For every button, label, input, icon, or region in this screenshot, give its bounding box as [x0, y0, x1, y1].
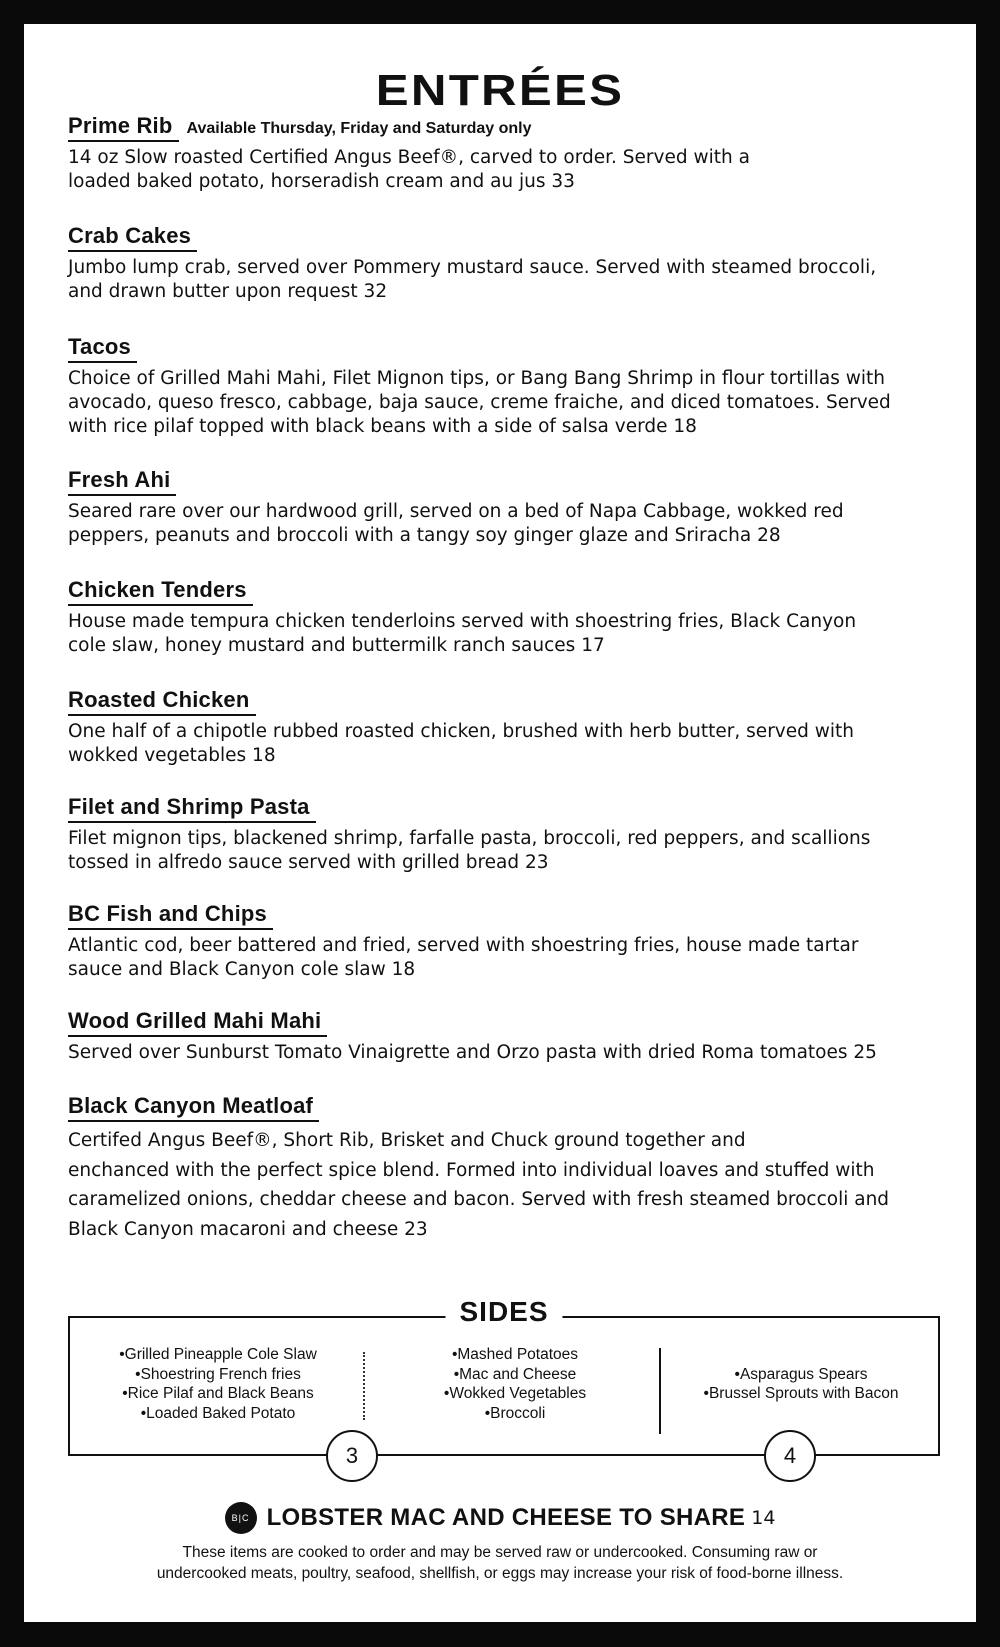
desc-line: Jumbo lump crab, served over Pommery mustard sauce. Served with steamed broccoli, [68, 257, 877, 279]
item-description [68, 934, 948, 982]
column-divider-dotted [363, 1352, 365, 1420]
sides-box [68, 1296, 940, 1468]
lobster-mac-price: 14 [751, 1507, 776, 1529]
item-name: Tacos [68, 335, 137, 363]
side-item: •Shoestring French fries [135, 1365, 301, 1383]
item-name: BC Fish and Chips [68, 902, 273, 930]
item-description [68, 1126, 948, 1244]
item-note: Available Thursday, Friday and Saturday only [186, 120, 532, 137]
desc-line: 14 oz Slow roasted Certified Angus Beef®, carved to order. Served with a [68, 147, 750, 169]
menu-item-filet-shrimp-pasta [68, 795, 948, 875]
sides-column-1 [70, 1348, 366, 1420]
side-item: •Asparagus Spears [734, 1365, 868, 1383]
item-name: Chicken Tenders [68, 578, 253, 606]
desc-line: Choice of Grilled Mahi Mahi, Filet Mignon tips, or Bang Bang Shrimp in flour tortillas with [68, 368, 886, 390]
desc-line: enchanced with the perfect spice blend. Formed into individual loaves and stuffed with [68, 1159, 875, 1181]
desc-line: Atlantic cod, beer battered and fried, served with shoestring fries, house made tartar [68, 935, 859, 957]
item-description [68, 720, 948, 768]
desc-line: Seared rare over our hardwood grill, served on a bed of Napa Cabbage, wokked red [68, 501, 844, 523]
desc-line: tossed in alfredo sauce served with grilled bread 23 [68, 852, 549, 874]
item-name: Wood Grilled Mahi Mahi [68, 1009, 327, 1037]
sides-price-left: 3 [326, 1430, 378, 1482]
desc-line: Filet mignon tips, blackened shrimp, farfalle pasta, broccoli, red peppers, and scallions [68, 828, 871, 850]
menu-item-meatloaf [68, 1094, 948, 1244]
side-item: •Brussel Sprouts with Bacon [703, 1385, 899, 1402]
desc-line: caramelized onions, cheddar cheese and bacon. Served with fresh steamed broccoli and [68, 1189, 890, 1211]
menu-item-tacos [68, 335, 948, 439]
desc-line: cole slaw, honey mustard and buttermilk ranch sauces 17 [68, 635, 605, 657]
desc-line: House made tempura chicken tenderloins served with shoestring fries, Black Canyon [68, 611, 857, 633]
item-description [68, 367, 948, 439]
desc-line: Black Canyon macaroni and cheese 23 [68, 1218, 428, 1240]
page-title: ENTRÉES [375, 66, 625, 115]
desc-line: and drawn butter upon request 32 [68, 281, 388, 303]
item-name: Roasted Chicken [68, 688, 256, 716]
item-name: Black Canyon Meatloaf [68, 1094, 319, 1122]
sides-price-right: 4 [764, 1430, 816, 1482]
menu-item-prime-rib [68, 114, 948, 194]
side-item: •Grilled Pineapple Cole Slaw [119, 1346, 317, 1363]
sides-column-2 [370, 1348, 660, 1420]
item-description [68, 146, 948, 194]
menu-item-fish-and-chips [68, 902, 948, 982]
desc-line: Certifed Angus Beef®, Short Rib, Brisket and Chuck ground together and [68, 1130, 746, 1152]
item-description [68, 1041, 948, 1065]
desc-line: avocado, queso fresco, cabbage, baja sauce, creme fraiche, and diced tomatoes. Served [68, 392, 891, 414]
desc-line: with rice pilaf topped with black beans with a side of salsa verde 18 [68, 416, 697, 438]
bc-logo-icon: B|C [225, 1502, 257, 1534]
desc-line: peppers, peanuts and broccoli with a tangy soy ginger glaze and Sriracha 28 [68, 525, 781, 547]
menu-item-mahi-mahi [68, 1009, 948, 1065]
menu-page [24, 24, 976, 1622]
sides-title: SIDES [445, 1296, 562, 1328]
item-name: Crab Cakes [68, 224, 197, 252]
disclaimer-line: These items are cooked to order and may be served raw or undercooked. Consuming raw or [182, 1544, 818, 1561]
side-item: •Mac and Cheese [453, 1365, 577, 1383]
desc-line: loaded baked potato, horseradish cream and au jus 33 [68, 171, 575, 193]
menu-item-chicken-tenders [68, 578, 948, 658]
item-name: Filet and Shrimp Pasta [68, 795, 316, 823]
desc-line: wokked vegetables 18 [68, 745, 276, 767]
side-item: •Mashed Potatoes [451, 1346, 579, 1363]
menu-item-fresh-ahi [68, 468, 948, 548]
sides-column-3 [660, 1348, 942, 1420]
item-name: Fresh Ahi [68, 468, 176, 496]
lobster-mac-banner [24, 1502, 976, 1534]
desc-line: Served over Sunburst Tomato Vinaigrette and Orzo pasta with dried Roma tomatoes 25 [68, 1042, 877, 1064]
item-description [68, 827, 948, 875]
desc-line: One half of a chipotle rubbed roasted chicken, brushed with herb butter, served with [68, 721, 854, 743]
menu-item-roasted-chicken [68, 688, 948, 768]
disclaimer-line: undercooked meats, poultry, seafood, shellfish, or eggs may increase your risk of food-borne illness. [156, 1565, 844, 1582]
side-item: •Rice Pilaf and Black Beans [122, 1385, 314, 1402]
food-safety-disclaimer [24, 1542, 976, 1584]
side-item: •Loaded Baked Potato [140, 1404, 296, 1422]
side-item: •Wokked Vegetables [443, 1385, 587, 1402]
item-description [68, 256, 948, 304]
item-description [68, 610, 948, 658]
desc-line: sauce and Black Canyon cole slaw 18 [68, 959, 416, 981]
item-description [68, 500, 948, 548]
lobster-mac-label: LOBSTER MAC AND CHEESE TO SHARE [266, 1504, 746, 1531]
side-item: •Broccoli [484, 1404, 546, 1422]
item-name: Prime Rib [68, 114, 179, 142]
menu-item-crab-cakes [68, 224, 948, 304]
